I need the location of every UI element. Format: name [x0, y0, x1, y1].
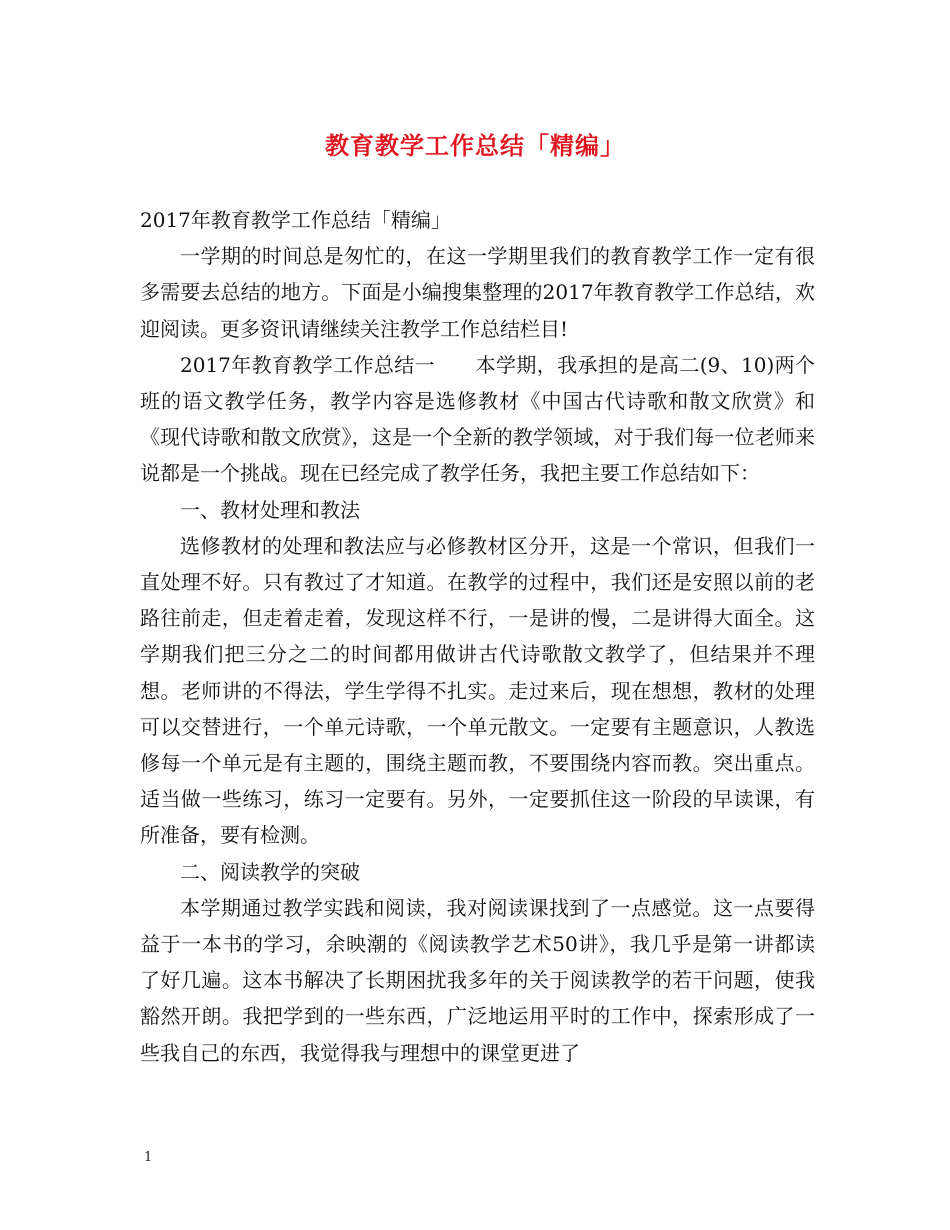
intro-paragraph: 一学期的时间总是匆忙的，在这一学期里我们的教育教学工作一定有很多需要去总结的地方。下面是小编搜集整理的2017年教育教学工作总结，欢迎阅读。更多资讯请继续关注教学工作总结栏目!	[140, 244, 815, 341]
document-body	[140, 202, 815, 1071]
textbook-paragraph: 选修教材的处理和教法应与必修教材区分开，这是一个常识，但我们一直处理不好。只有教过了才知道。在教学的过程中，我们还是安照以前的老路往前走，但走着走着，发现这样不行，一是讲的慢，二是讲得大面全。这学期我们把三分之二的时间都用做讲古代诗歌散文教学了，但结果并不理想。老师讲的不得法，学生学得不扎实。走过来后，现在想想，教材的处理可以交替进行，一个单元诗歌，一个单元散文。一定要有主题意识，人教选修每一个单元是有主题的，围绕主题而教，不要围绕内容而教。突出重点。适当做一些练习，练习一定要有。另外，一定要抓住这一阶段的早读课，有所准备，要有检测。	[140, 533, 815, 848]
subtitle-paragraph: 2017年教育教学工作总结「精编」	[140, 208, 451, 232]
document-title: 教育教学工作总结「精编」	[325, 131, 625, 160]
section-heading-textbook: 一、教材处理和教法	[180, 497, 360, 522]
summary-one-paragraph: 2017年教育教学工作总结一 本学期，我承担的是高二(9、10)两个班的语文教学任务，教学内容是选修教材《中国古代诗歌和散文欣赏》和《现代诗歌和散文欣赏》，这是一个全新的教学领域，对于我们每一位老师来说都是一个挑战。现在已经完成了教学任务，我把主要工作总结如下：	[140, 352, 815, 486]
reading-paragraph: 本学期通过教学实践和阅读，我对阅读课找到了一点感觉。这一点要得益于一本书的学习，余映潮的《阅读教学艺术50讲》，我几乎是第一讲都读了好几遍。这本书解决了长期困扰我多年的关于阅读教学的若干问题，使我豁然开朗。我把学到的一些东西，广泛地运用平时的工作中，探索形成了一些我自己的东西，我觉得我与理想中的课堂更进了	[140, 895, 815, 1065]
page-number: 1	[144, 1150, 153, 1165]
section-heading-reading: 二、阅读教学的突破	[180, 859, 360, 884]
